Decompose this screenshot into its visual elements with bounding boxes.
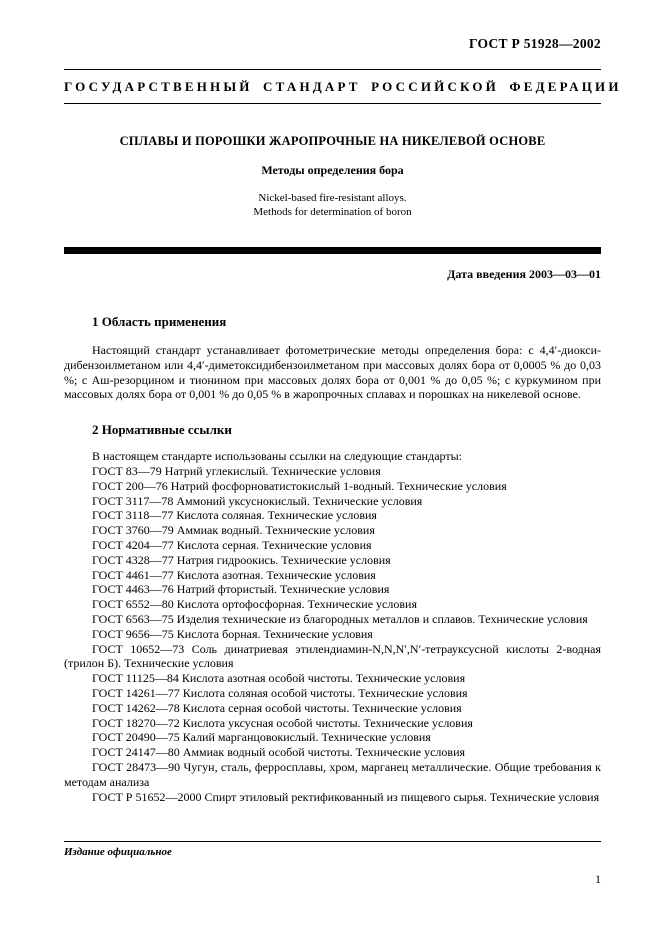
reference-item: ГОСТ 4463—76 Натрий фтористый. Технические условия	[92, 582, 390, 597]
reference-item: ГОСТ 83—79 Натрий углекислый. Технические условия	[92, 463, 381, 478]
reference-item: ГОСТ 14261—77 Кислота соляная особой чистоты. Технические условия	[92, 685, 468, 700]
page-footer	[64, 841, 601, 887]
introduction-date: Дата введения 2003—03—01	[447, 267, 601, 281]
gost-number: ГОСТ Р 51928—2002	[468, 36, 601, 51]
references-intro: В настоящем стандарте использованы ссылки на следующие стандарты:	[92, 449, 463, 464]
reference-item: ГОСТ 28473—90 Чугун, сталь, ферросплавы, хром, марганец металлические. Общие требования к методам анализа	[64, 759, 601, 789]
english-title-line2: Methods for determination of boron	[253, 205, 412, 218]
document-title: СПЛАВЫ И ПОРОШКИ ЖАРОПРОЧНЫЕ НА НИКЕЛЕВОЙ ОСНОВЕ	[119, 134, 546, 148]
reference-item: ГОСТ 10652—73 Соль динатриевая этилендиамин-N,N,N′,N′-тетрауксусной кислоты 2-водная (трилон Б). Технические условия	[64, 641, 601, 671]
reference-item: ГОСТ 4328—77 Натрия гидроокись. Технические условия	[92, 552, 391, 567]
reference-item: ГОСТ 3117—78 Аммоний уксуснокислый. Технические условия	[92, 493, 423, 508]
english-title-line1: Nickel-based fire-resistant alloys.	[258, 192, 407, 204]
english-title-block	[64, 192, 601, 219]
edition-note: Издание официальное	[64, 846, 172, 858]
page-number: 1	[595, 872, 601, 886]
reference-item: ГОСТ 20490—75 Калий марганцовокислый. Технические условия	[92, 730, 431, 745]
reference-item: ГОСТ 6563—75 Изделия технические из благородных металлов и сплавов. Технические условия	[92, 611, 588, 626]
reference-item: ГОСТ Р 51652—2000 Спирт этиловый ректификованный из пищевого сырья. Технические условия	[92, 789, 600, 804]
section-1-heading: 1 Область применения	[92, 314, 227, 329]
reference-item: ГОСТ 14262—78 Кислота серная особой чистоты. Технические условия	[92, 700, 462, 715]
reference-item: ГОСТ 18270—72 Кислота уксусная особой чистоты. Технические условия	[92, 715, 473, 730]
footer-rule	[64, 841, 601, 842]
section-2-heading: 2 Нормативные ссылки	[92, 422, 232, 438]
federation-standard-title: ГОСУДАРСТВЕННЫЙ СТАНДАРТ РОССИЙСКОЙ ФЕДЕРАЦИИ	[64, 79, 622, 94]
reference-item: ГОСТ 4461—77 Кислота азотная. Технические условия	[92, 567, 376, 582]
reference-item: ГОСТ 11125—84 Кислота азотная особой чистоты. Технические условия	[92, 671, 466, 686]
title-divider-bar	[64, 247, 601, 254]
reference-item: ГОСТ 4204—77 Кислота серная. Технические условия	[92, 537, 372, 552]
document-subtitle: Методы определения бора	[261, 163, 404, 177]
header-top-rule	[64, 69, 601, 70]
header-bottom-rule	[64, 103, 601, 104]
reference-item: ГОСТ 9656—75 Кислота борная. Технические условия	[92, 626, 373, 641]
reference-item: ГОСТ 200—76 Натрий фосфорноватистокислый 1-водный. Технические условия	[92, 478, 507, 493]
section-1-paragraph: Настоящий стандарт устанавливает фотометрические методы определения бора: с 4,4′-диоксидибензоилметаном или 4,4′-диметоксидибензоилметаном при массовых долях бора от 0,0005 % до 0,03 %; с Аш-резорцином и тионином при массовых долях бора от 0,001 % до 0,05 %; с куркумином при массовых долях бора от 0,001 % до 0,05 % в жаропрочных сплавах и порошках на никелевой основе.	[64, 343, 601, 402]
reference-item: ГОСТ 3760—79 Аммиак водный. Технические условия	[92, 523, 375, 538]
reference-item: ГОСТ 3118—77 Кислота соляная. Технические условия	[92, 508, 377, 523]
reference-item: ГОСТ 6552—80 Кислота ортофосфорная. Технические условия	[92, 597, 417, 612]
reference-item: ГОСТ 24147—80 Аммиак водный особой чистоты. Технические условия	[92, 745, 466, 760]
references-list	[64, 464, 601, 804]
